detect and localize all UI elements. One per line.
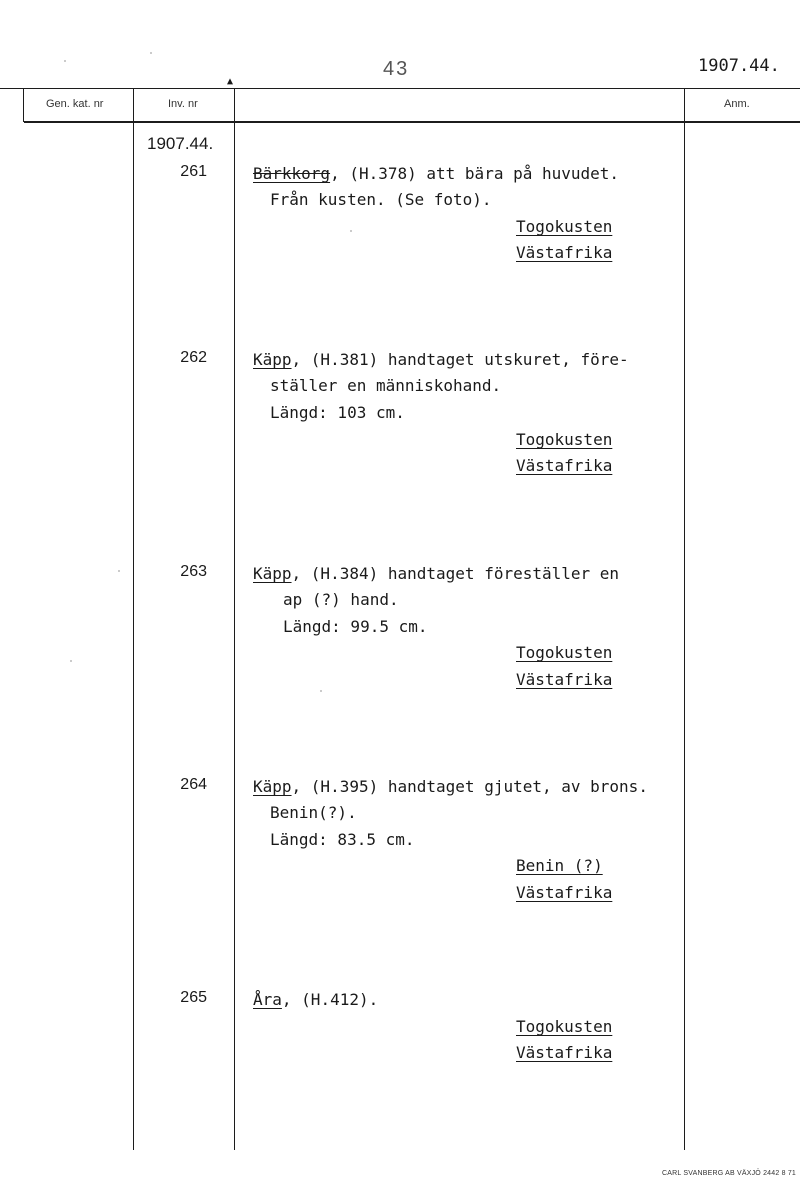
scan-speck bbox=[70, 660, 72, 662]
entry-262-line-3: Längd: 103 cm. bbox=[270, 403, 405, 422]
entry-261-line-2: Från kusten. (Se foto). bbox=[270, 190, 492, 209]
scan-speck bbox=[64, 60, 66, 62]
entry-261-location-2: Västafrika bbox=[516, 243, 613, 262]
header-inv-nr: Inv. nr bbox=[168, 98, 198, 110]
inv-number-262: 262 bbox=[180, 349, 207, 366]
entry-264-location-2: Västafrika bbox=[516, 883, 613, 902]
entry-263-location-2: Västafrika bbox=[516, 670, 613, 689]
entry-261-location-1: Togokusten bbox=[516, 217, 613, 236]
scan-speck bbox=[320, 690, 322, 692]
scan-speck bbox=[350, 230, 352, 232]
entry-264-line-3: Längd: 83.5 cm. bbox=[270, 830, 415, 849]
entry-265-object-name: Åra bbox=[253, 990, 282, 1009]
entry-264-line-2: Benin(?). bbox=[270, 803, 357, 822]
inv-number-265: 265 bbox=[180, 989, 207, 1006]
entry-265-line-1: Åra, (H.412). bbox=[253, 990, 379, 1009]
entry-263-line-3: Längd: 99.5 cm. bbox=[283, 617, 428, 636]
entry-264-object-name: Käpp bbox=[253, 777, 292, 796]
column-divider-left-edge bbox=[23, 88, 24, 122]
entry-265-location-2: Västafrika bbox=[516, 1043, 613, 1062]
stamp-mark: ▲ bbox=[227, 76, 234, 87]
scan-speck bbox=[118, 570, 120, 572]
entry-261-line-1: Bärkkorg, (H.378) att bära på huvudet. bbox=[253, 164, 620, 183]
entry-262-location-1: Togokusten bbox=[516, 430, 613, 449]
inv-number-264: 264 bbox=[180, 776, 207, 793]
inv-number-261: 261 bbox=[180, 163, 207, 180]
entry-263-object-name: Käpp bbox=[253, 564, 292, 583]
entry-263-line-1: Käpp, (H.384) handtaget föreställer en bbox=[253, 564, 620, 583]
header-gen-kat-nr: Gen. kat. nr bbox=[46, 98, 104, 110]
header-anm: Anm. bbox=[724, 98, 750, 110]
entry-264-location-1: Benin (?) bbox=[516, 856, 603, 875]
page-number: 43 bbox=[383, 58, 410, 80]
entry-262-line-2: ställer en människohand. bbox=[270, 376, 502, 395]
catalog-reference: 1907.44. bbox=[698, 56, 780, 76]
inv-number-263: 263 bbox=[180, 563, 207, 580]
printer-imprint: CARL SVANBERG AB VÄXJÖ 2442 8 71 bbox=[662, 1170, 797, 1177]
column-divider-inv-desc bbox=[234, 88, 235, 1150]
entry-265-location-1: Togokusten bbox=[516, 1017, 613, 1036]
entry-262-location-2: Västafrika bbox=[516, 456, 613, 475]
entry-262-object-name: Käpp bbox=[253, 350, 292, 369]
entry-263-location-1: Togokusten bbox=[516, 643, 613, 662]
entry-264-line-1: Käpp, (H.395) handtaget gjutet, av brons. bbox=[253, 777, 648, 796]
batch-number: 1907.44. bbox=[147, 134, 214, 153]
entry-262-line-1: Käpp, (H.381) handtaget utskuret, före- bbox=[253, 350, 629, 369]
entry-261-object-name: Bärkkorg bbox=[253, 164, 331, 183]
scan-speck bbox=[150, 52, 152, 54]
column-divider-desc-anm bbox=[684, 88, 685, 1150]
header-top-rule bbox=[0, 88, 800, 89]
entry-263-line-2: ap (?) hand. bbox=[283, 590, 399, 609]
